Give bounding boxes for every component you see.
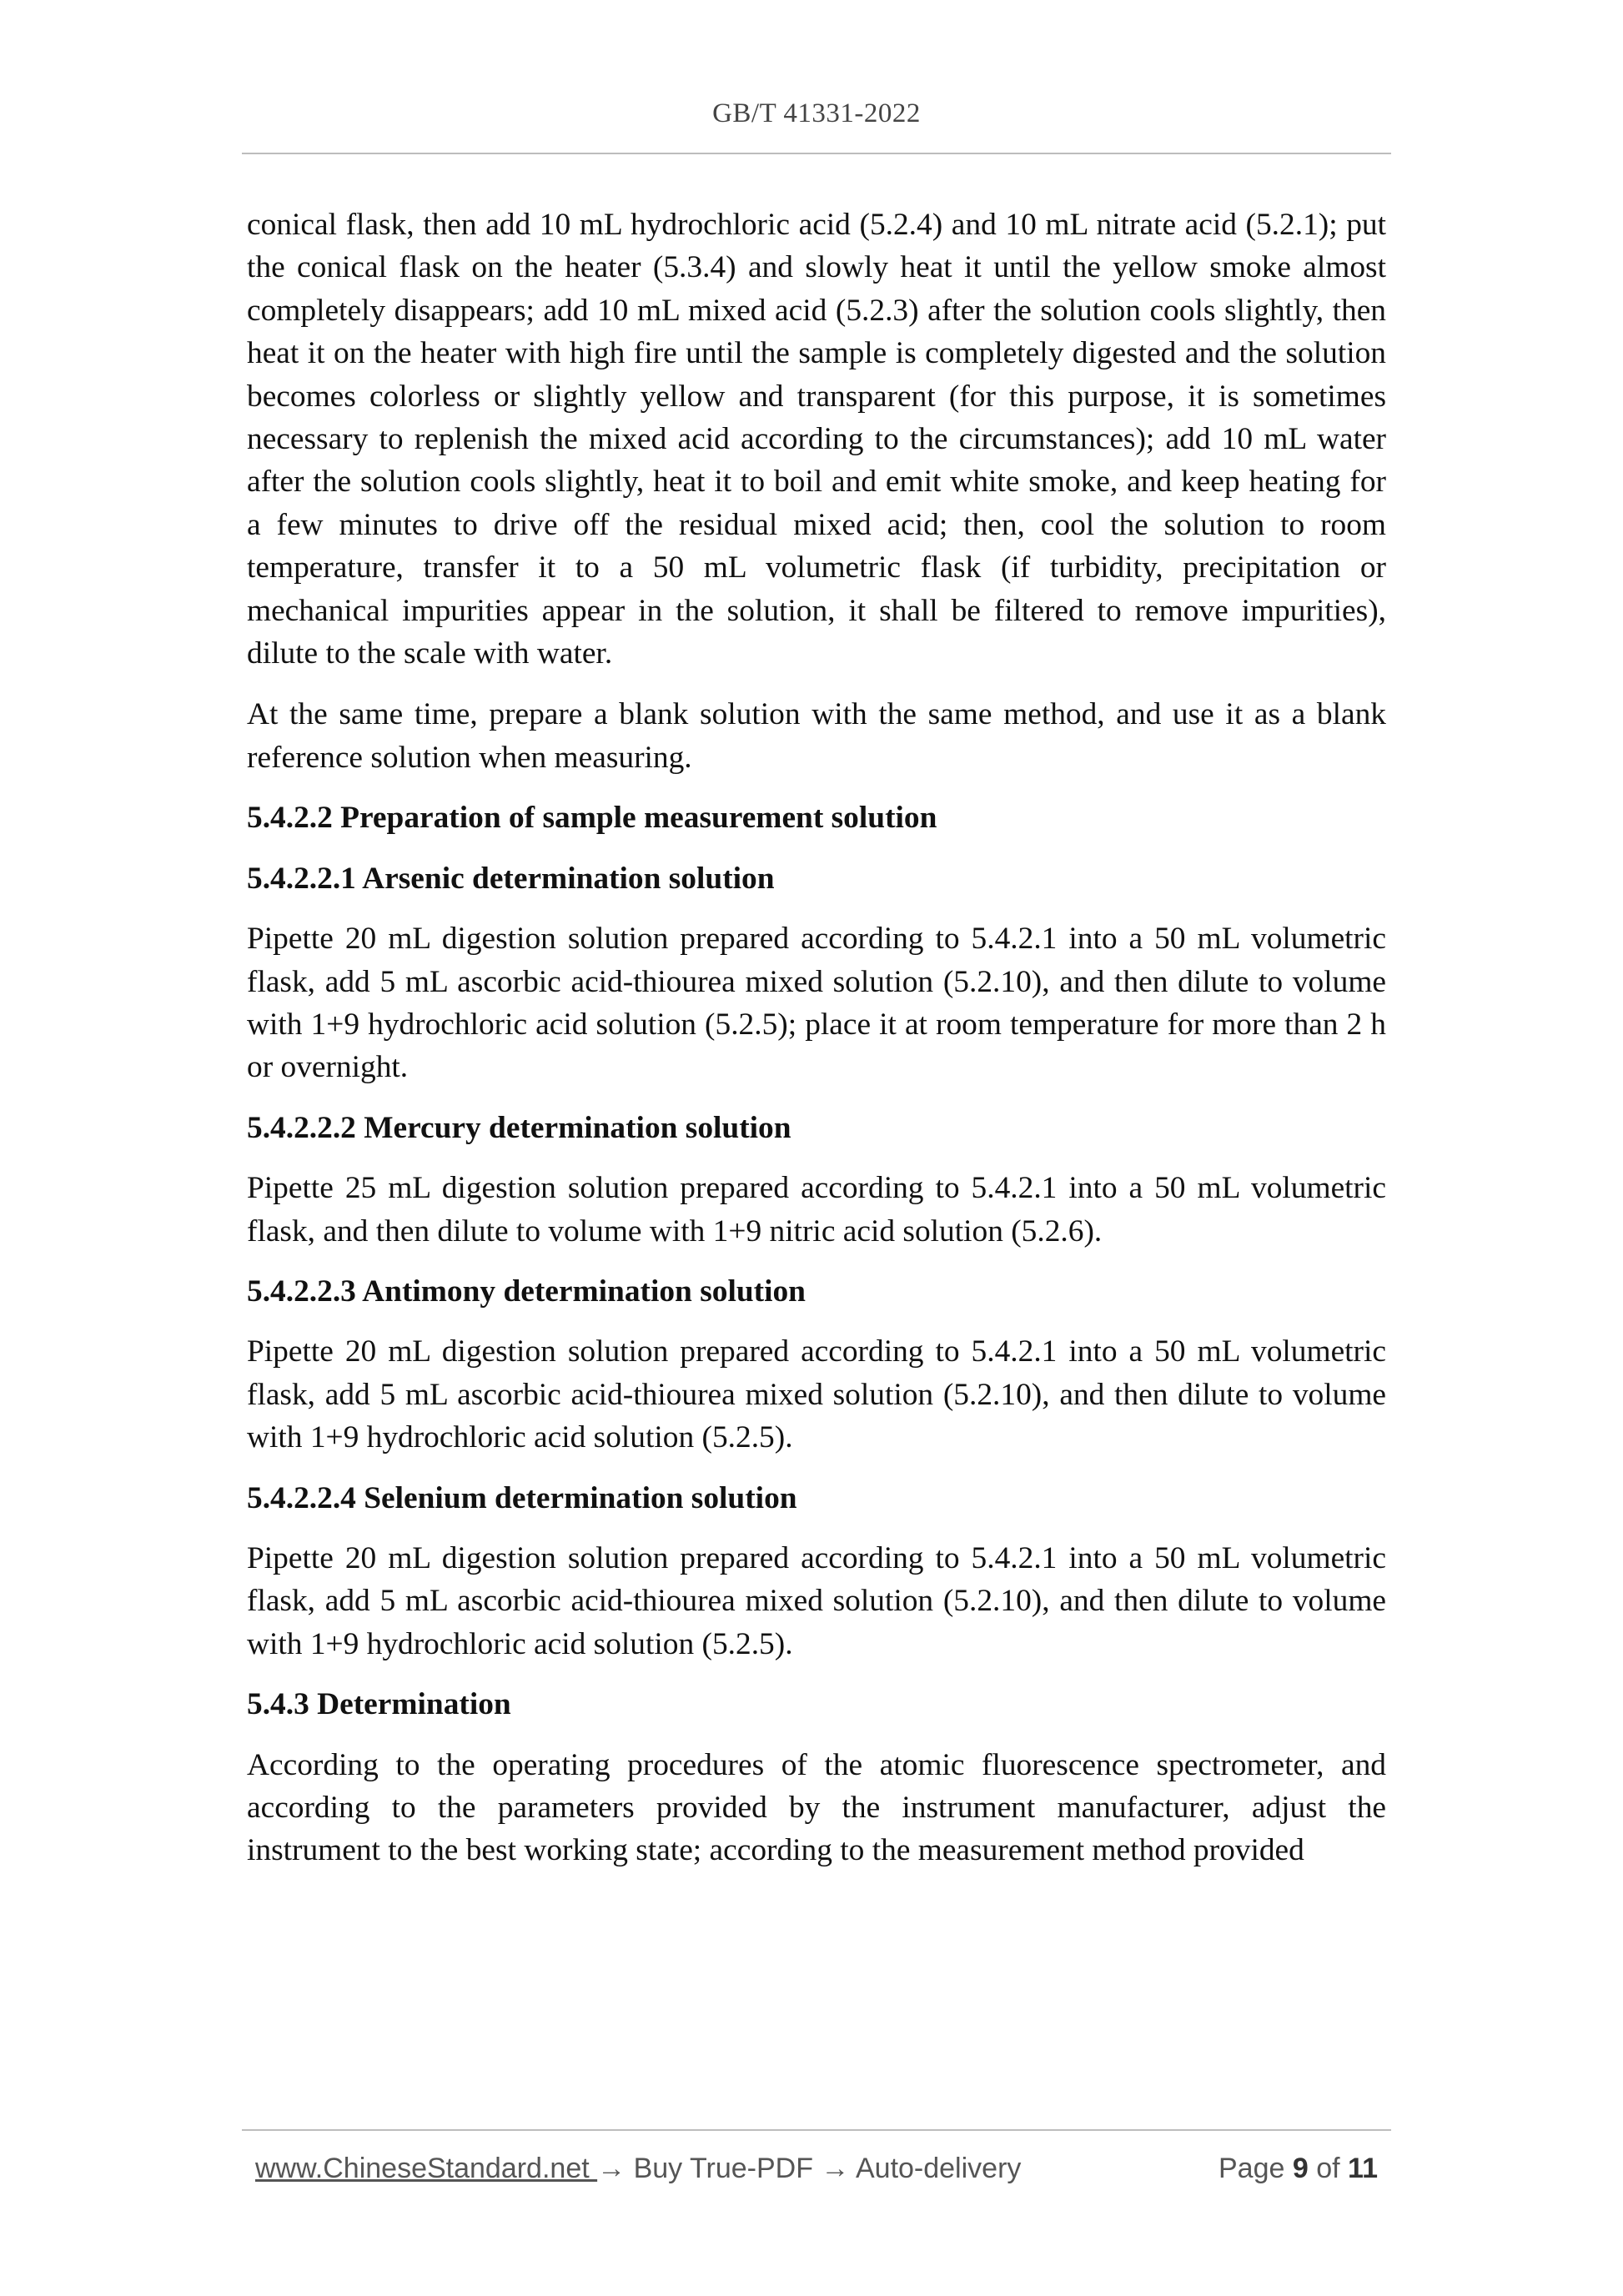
page-number bbox=[1219, 2153, 1378, 2185]
page-total: 11 bbox=[1348, 2152, 1378, 2184]
page-of-label: of bbox=[1316, 2152, 1340, 2184]
page-current: 9 bbox=[1292, 2152, 1309, 2184]
footer-divider bbox=[242, 2129, 1391, 2131]
page-label: Page bbox=[1219, 2152, 1285, 2184]
page-content bbox=[247, 203, 1386, 1872]
paragraph: At the same time, prepare a blank solution with the same method, and use it as a blank reference solution when measuring. bbox=[247, 697, 1386, 775]
footer-promo bbox=[255, 2153, 1021, 2185]
paragraph: Pipette 20 mL digestion solution prepared according to 5.4.2.1 into a 50 mL volumetric flask, add 5 mL ascorbic acid-thiourea mixed solution (5.2.10), and then dilute to volume with 1+9 hydrochloric acid solution (5.2.5). bbox=[247, 1334, 1386, 1455]
section-heading: 5.4.2.2.1 Arsenic determination solution bbox=[247, 861, 775, 896]
section-heading: 5.4.2.2 Preparation of sample measurement solution bbox=[247, 801, 937, 836]
section-heading: 5.4.2.2.3 Antimony determination solution bbox=[247, 1274, 806, 1309]
section-heading: 5.4.2.2.2 Mercury determination solution bbox=[247, 1110, 791, 1145]
paragraph: Pipette 20 mL digestion solution prepared according to 5.4.2.1 into a 50 mL volumetric flask, add 5 mL ascorbic acid-thiourea mixed solution (5.2.10), and then dilute to volume with 1+9 hydrochloric acid solution (5.2.5). bbox=[247, 1540, 1386, 1661]
paragraph: Pipette 20 mL digestion solution prepared according to 5.4.2.1 into a 50 mL volumetric flask, add 5 mL ascorbic acid-thiourea mixed solution (5.2.10), and then dilute to volume with 1+9 hydrochloric acid solution (5.2.5); place it at room temperature for more than 2 h or overnight. bbox=[247, 922, 1386, 1085]
header-divider bbox=[242, 153, 1391, 154]
section-heading: 5.4.2.2.4 Selenium determination solution bbox=[247, 1480, 797, 1515]
paragraph: Pipette 25 mL digestion solution prepared according to 5.4.2.1 into a 50 mL volumetric flask, and then dilute to volume with 1+9 nitric acid solution (5.2.6). bbox=[247, 1171, 1386, 1248]
paragraph: According to the operating procedures of the atomic fluorescence spectrometer, and according to the parameters provided by the instrument manufacturer, adjust the instrument to the best working state; according to the measurement method provided bbox=[247, 1747, 1386, 1868]
footer-promo-text: → Buy True-PDF → Auto-delivery bbox=[597, 2152, 1022, 2184]
page-footer bbox=[255, 2147, 1378, 2190]
page-header-title: GB/T 41331-2022 bbox=[712, 98, 921, 128]
section-heading: 5.4.3 Determination bbox=[247, 1687, 511, 1722]
website-link[interactable]: www.ChineseStandard.net bbox=[255, 2152, 598, 2184]
paragraph: conical flask, then add 10 mL hydrochloric acid (5.2.4) and 10 mL nitrate acid (5.2.1); put the conical flask on the heater (5.3.4) and slowly heat it until the yellow smoke almost completely disappears; add 10 mL mixed acid (5.2.3) after the solution cools slightly, then heat it on the heater with high fire until the sample is completely digested and the solution becomes colorless or slightly yellow and transparent (for this purpose, it is sometimes necessary to replenish the mixed acid according to the circumstances); add 10 mL water after the solution cools slightly, heat it to boil and emit white smoke, and keep heating for a few minutes to drive off the residual mixed acid; then, cool the solution to room temperature, transfer it to a 50 mL volumetric flask (if turbidity, precipitation or mechanical impurities appear in the solution, it shall be filtered to remove impurities), dilute to the scale with water. bbox=[247, 208, 1386, 671]
